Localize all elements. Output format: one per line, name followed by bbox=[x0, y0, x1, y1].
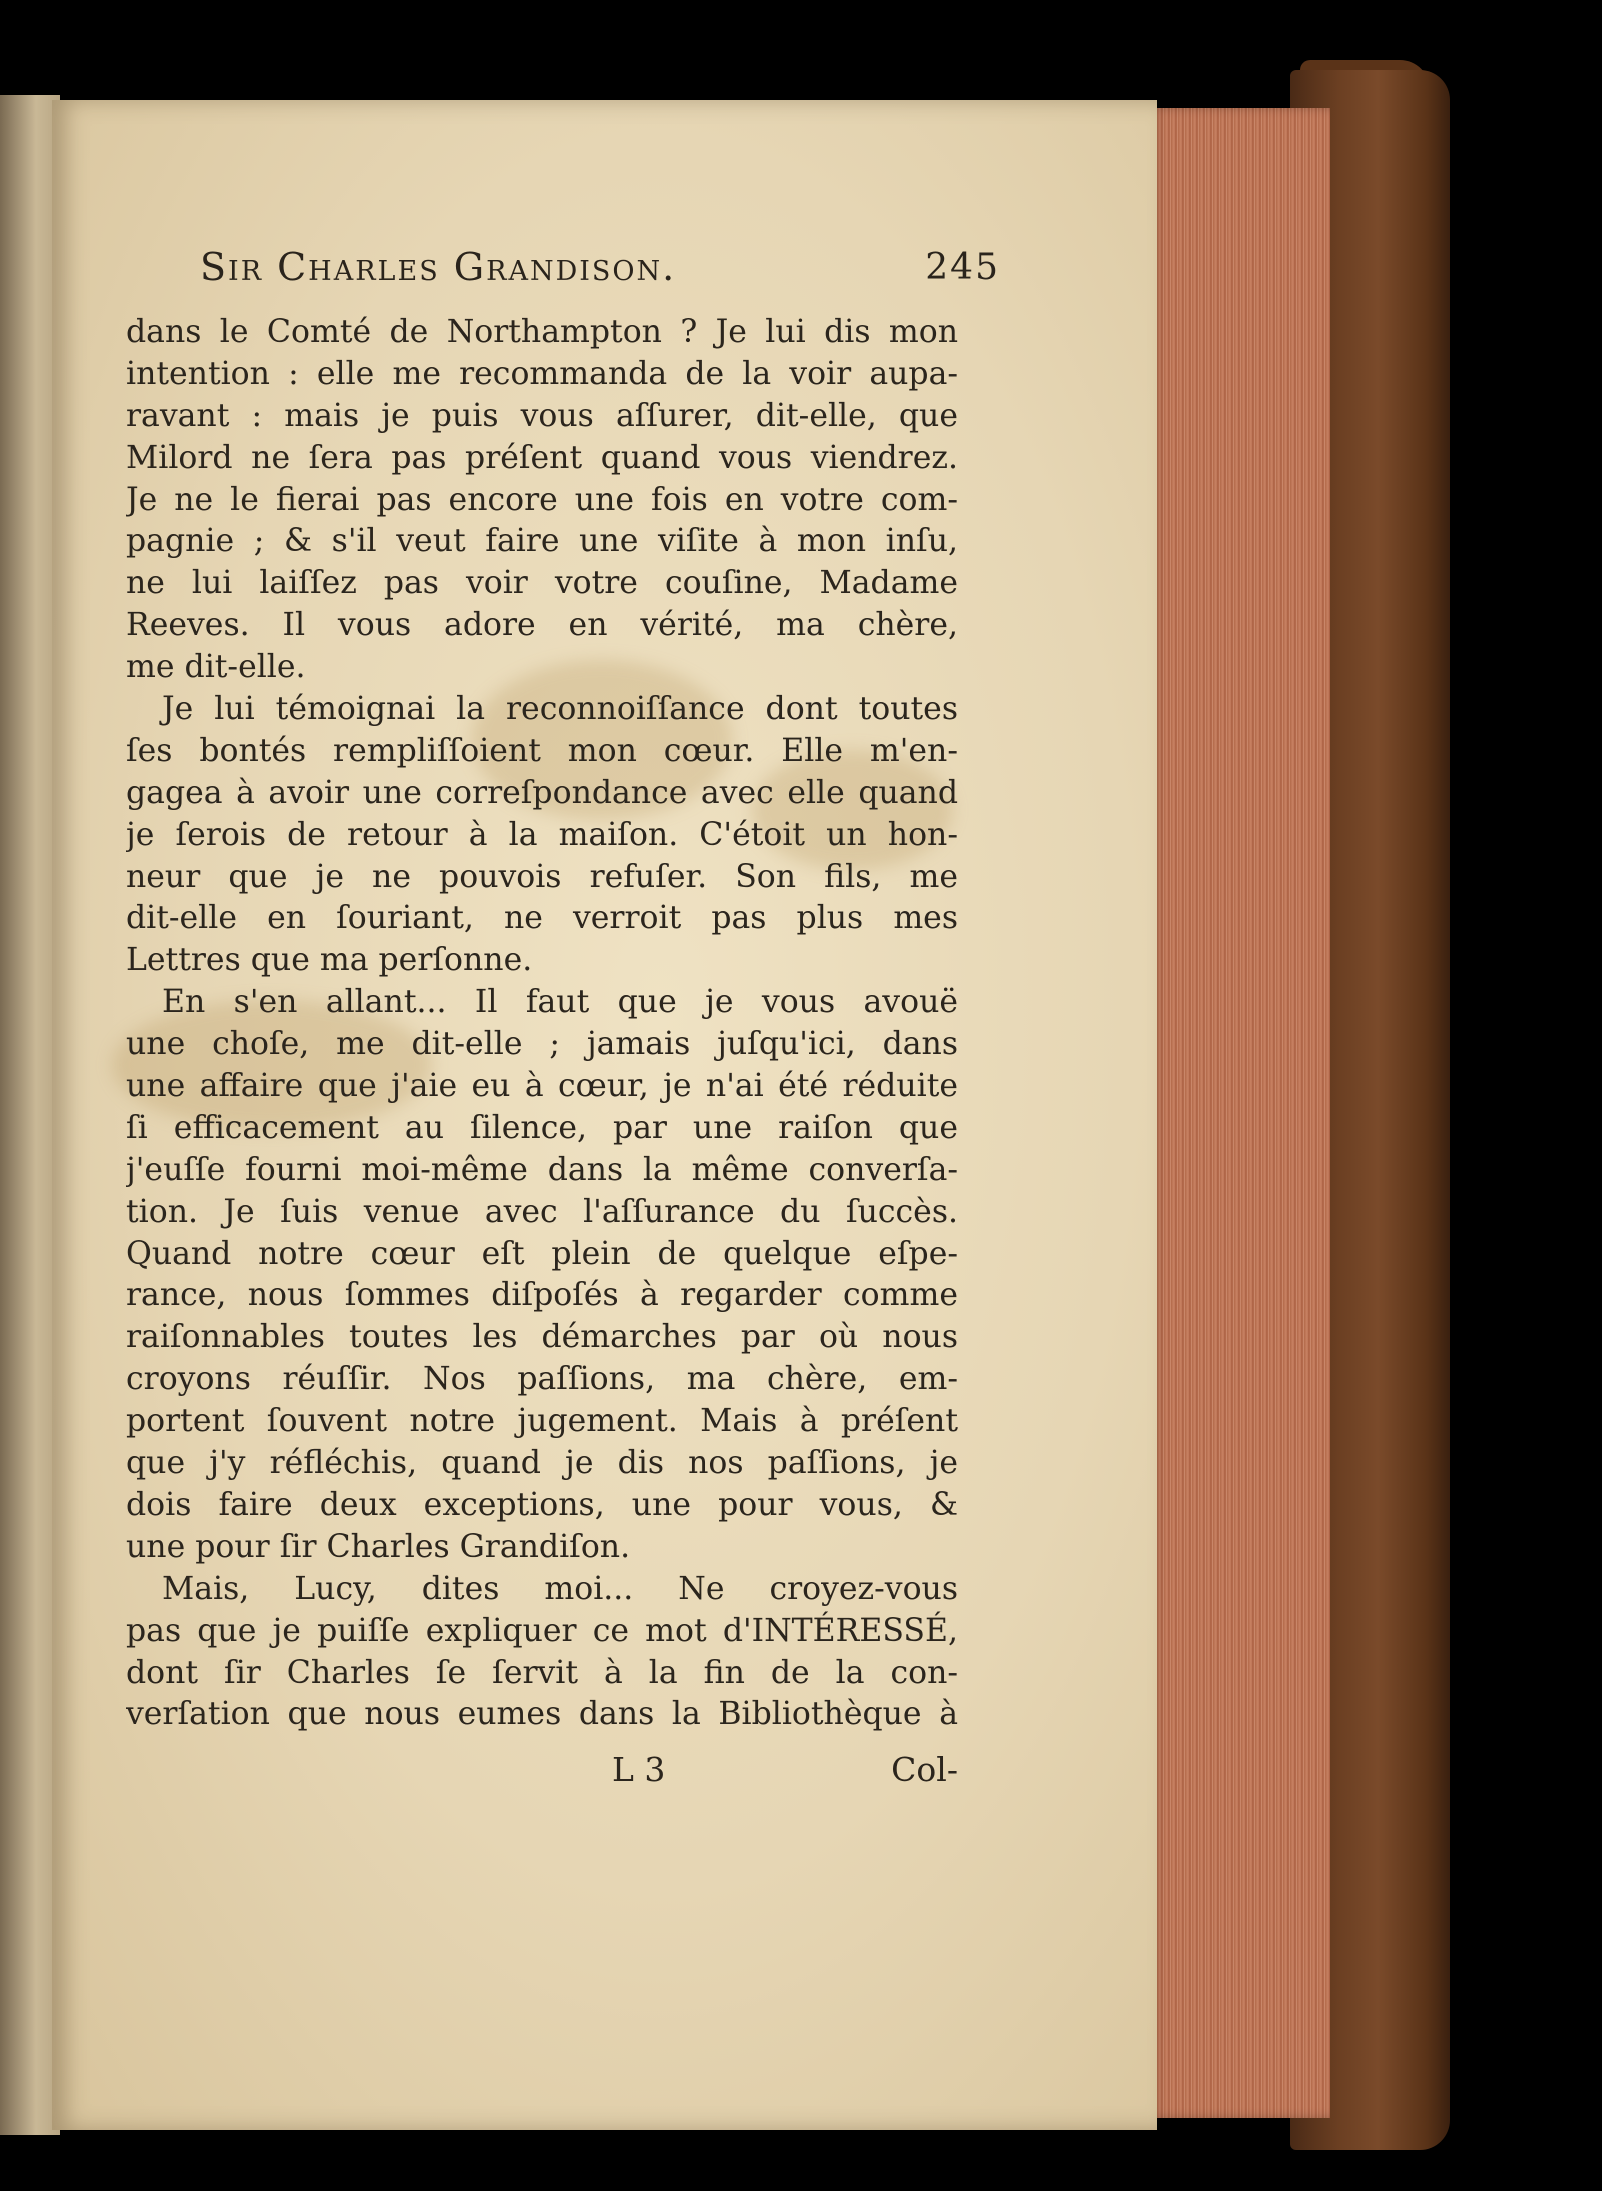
text-line: Je lui témoignai la reconnoiſſance dont toutes bbox=[162, 691, 958, 728]
signature-mark: L 3 bbox=[612, 1750, 666, 1789]
page-fore-edge bbox=[1150, 108, 1330, 2118]
text-line: ne lui laiſſez pas voir votre couſine, Madame bbox=[126, 565, 958, 602]
text-line: ſi efficacement au ſilence, par une raiſon que bbox=[126, 1109, 958, 1146]
text-line: Milord ne ſera pas préſent quand vous viendrez. bbox=[126, 439, 958, 476]
text-line: ravant : mais je puis vous aſſurer, dit-elle, que bbox=[126, 397, 958, 434]
text-line: me dit-elle. bbox=[126, 649, 306, 686]
text-line: Quand notre cœur eſt plein de quelque eſpe- bbox=[126, 1235, 958, 1272]
text-line: ſes bontés rempliſſoient mon cœur. Elle m'en- bbox=[126, 732, 958, 769]
text-line: gagea à avoir une correſpondance avec elle quand bbox=[126, 774, 958, 811]
text-line: verſation que nous eumes dans la Bibliothèque à bbox=[126, 1696, 958, 1733]
text-line: Reeves. Il vous adore en vérité, ma chère, bbox=[126, 607, 958, 644]
text-line: portent ſouvent notre jugement. Mais à préſent bbox=[126, 1403, 958, 1440]
text-line: pas que je puiſſe expliquer ce mot d'INTÉRESSÉ, bbox=[126, 1612, 958, 1649]
text-line: croyons réuſſir. Nos paſſions, ma chère, em- bbox=[126, 1361, 958, 1398]
text-line: raiſonnables toutes les démarches par où nous bbox=[126, 1319, 958, 1356]
catchword: Col- bbox=[891, 1750, 958, 1789]
text-line: je ſerois de retour à la maiſon. C'étoit un hon- bbox=[126, 816, 958, 853]
text-line: j'euſſe fourni moi-même dans la même converſa- bbox=[126, 1151, 958, 1188]
text-line: dont ſir Charles ſe ſervit à la fin de la con- bbox=[126, 1654, 958, 1691]
text-line: Je ne le fierai pas encore une fois en votre com- bbox=[126, 481, 958, 518]
running-header bbox=[200, 245, 1000, 289]
text-line: rance, nous ſommes diſpoſés à regarder comme bbox=[126, 1277, 958, 1314]
text-line: neur que je ne pouvois refuſer. Son fils, me bbox=[126, 858, 958, 895]
text-line: Lettres que ma perſonne. bbox=[126, 942, 533, 979]
text-line: une pour ſir Charles Grandiſon. bbox=[126, 1528, 631, 1565]
text-line: dois faire deux exceptions, une pour vous, & bbox=[126, 1486, 958, 1523]
text-line: En s'en allant... Il faut que je vous avouë bbox=[162, 984, 958, 1021]
page-body-text bbox=[126, 312, 958, 1736]
text-line: intention : elle me recommanda de la voir aupa- bbox=[126, 355, 958, 392]
text-line: une choſe, me dit-elle ; jamais juſqu'ici, dans bbox=[126, 1026, 958, 1063]
text-line: tion. Je ſuis venue avec l'aſſurance du ſuccès. bbox=[126, 1193, 958, 1230]
page-number: 245 bbox=[925, 247, 1000, 288]
left-page-edge bbox=[0, 95, 60, 2135]
text-line: Mais, Lucy, dites moi... Ne croyez-vous bbox=[162, 1570, 958, 1607]
text-line: que j'y réfléchis, quand je dis nos paſſions, je bbox=[126, 1445, 958, 1482]
text-line: dit-elle en ſouriant, ne verroit pas plus mes bbox=[126, 900, 958, 937]
text-line: pagnie ; & s'il veut faire une viſite à mon inſu, bbox=[126, 523, 958, 560]
running-title: Sir Charles Grandison. bbox=[200, 245, 677, 289]
text-line: dans le Comté de Northampton ? Je lui dis mon bbox=[126, 314, 958, 350]
text-line: une affaire que j'aie eu à cœur, je n'ai été réduite bbox=[126, 1068, 958, 1105]
